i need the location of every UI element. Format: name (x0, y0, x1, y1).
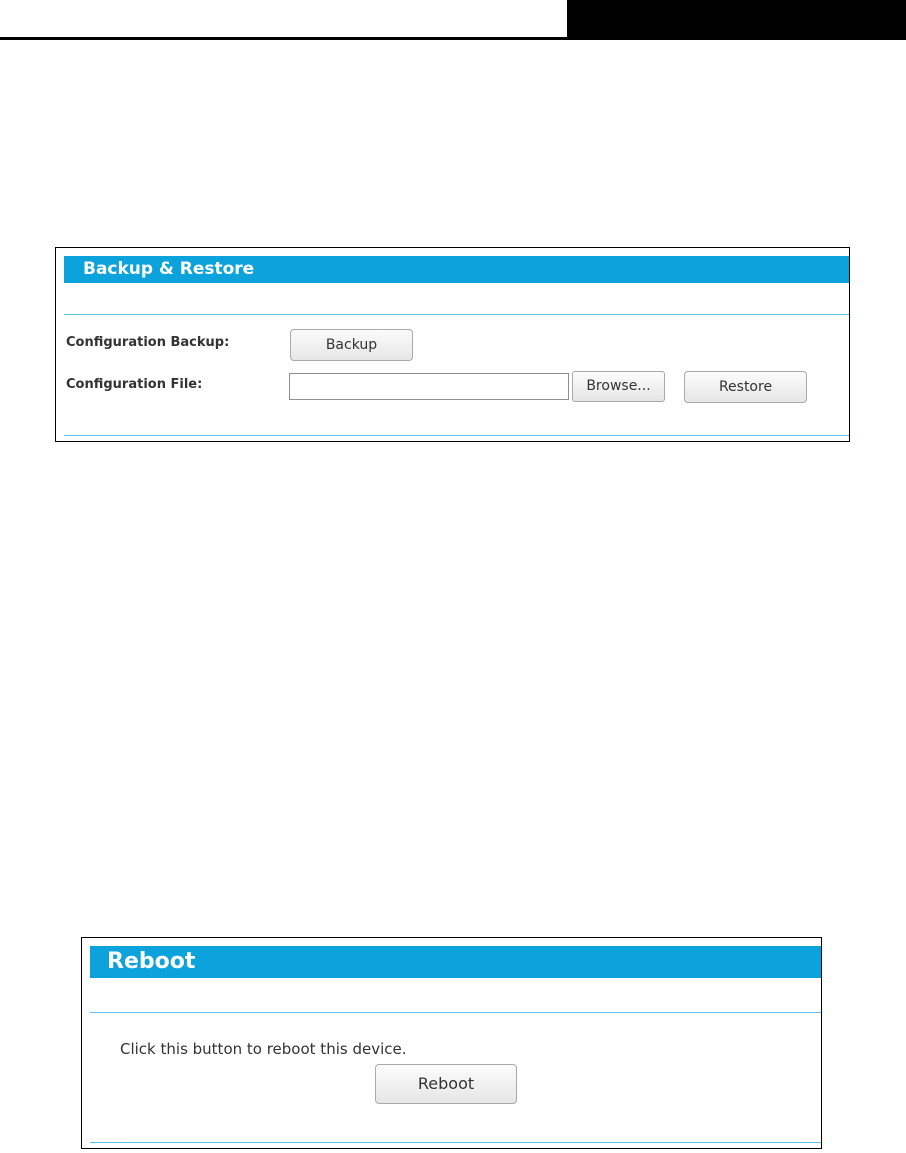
browse-button[interactable]: Browse... (572, 371, 665, 402)
backup-restore-top-divider (64, 314, 849, 315)
header-black-block (567, 0, 906, 38)
backup-restore-title: Backup & Restore (64, 256, 849, 283)
restore-button[interactable]: Restore (684, 371, 807, 403)
header-rule (0, 37, 906, 40)
configuration-backup-label: Configuration Backup: (66, 335, 230, 350)
reboot-bottom-divider (90, 1142, 821, 1143)
reboot-panel (81, 937, 822, 1149)
configuration-file-input[interactable] (289, 373, 569, 400)
backup-restore-panel (55, 247, 850, 442)
backup-button[interactable]: Backup (290, 329, 413, 361)
configuration-file-label: Configuration File: (66, 377, 203, 392)
reboot-description: Click this button to reboot this device. (120, 1040, 407, 1058)
reboot-title: Reboot (90, 946, 821, 978)
reboot-button[interactable]: Reboot (375, 1064, 517, 1104)
reboot-top-divider (90, 1012, 821, 1013)
backup-restore-bottom-divider (64, 435, 849, 436)
